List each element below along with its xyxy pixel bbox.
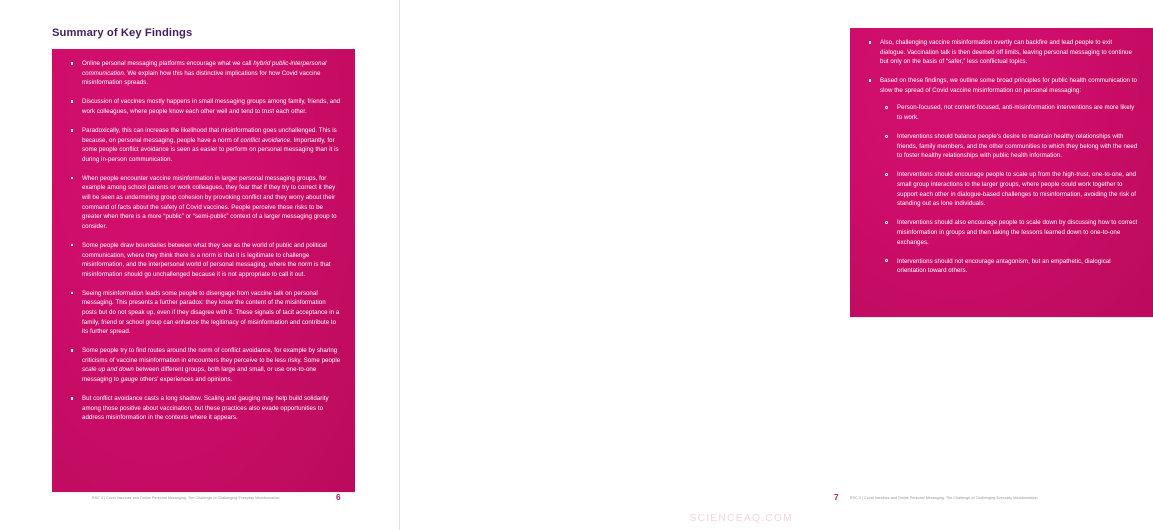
circle-bullet-icon	[885, 106, 888, 109]
sub-list-item-text: Interventions should not encourage antagonism, but an empathetic, dialogical orientation toward others.	[897, 257, 1111, 275]
circle-bullet-icon	[885, 259, 888, 262]
sub-list-item	[880, 218, 1139, 247]
body-text: Some people draw boundaries between what they see as the world of public and political communication, where they think there is a norm is that it is legitimate to challenge misinformation, and the interpersonal world of personal messaging, where the norm is that misinformation should go unchallenged because it is not appropriate to call it out.	[82, 241, 331, 278]
key-findings-list	[68, 59, 341, 423]
circle-bullet-icon	[885, 173, 888, 176]
list-item-text	[82, 394, 341, 423]
list-item-text	[82, 346, 341, 384]
principles-list	[866, 38, 1139, 276]
body-text: Seeing misinformation leads some people to disengage from vaccine talk on personal messaging. This presents a further paradox: they know the content of the misinformation posts but do not speak up, even if they disagree with it. These signals of tacit acceptance in a family, friend or school group can enhance the legitimacy of misinformation and contribute to its further spread.	[82, 289, 340, 336]
body-text: between different groups, both large and small, or use one-to-one messaging to	[82, 366, 317, 384]
list-item-text	[82, 97, 341, 116]
sub-list-item	[880, 132, 1139, 161]
page-title: Summary of Key Findings	[52, 27, 193, 39]
body-text: Online personal messaging platforms encourage what we call	[82, 60, 254, 67]
list-item	[68, 241, 341, 279]
list-item-text	[82, 126, 341, 164]
body-text: Based on these findings, we outline some broad principles for public health communication to slow the spread of Covid vaccine misinformation on personal messaging:	[880, 77, 1137, 94]
emphasis-text: hybrid public-interpersonal communication	[82, 60, 327, 77]
footer-citation: RSC 3 | Covid Vaccines and Online Personal Messaging: The Challenge of Challenging Everyday Misinformation	[92, 496, 280, 500]
body-text: Paradoxically, this can increase the likelihood that misinformation goes unchallenged. This is because, on personal messaging, people have a norm of	[82, 126, 337, 144]
sub-list-item-text: Person-focused, not content-focused, anti-misinformation interventions are more likely to work.	[897, 104, 1135, 122]
circle-bullet-icon	[885, 221, 888, 224]
body-text: . We explain how this has distinctive implications for how Covid vaccine misinformation spreads.	[82, 69, 321, 87]
list-item	[68, 289, 341, 337]
square-bullet-icon	[869, 79, 871, 81]
emphasis-text: conflict avoidance	[240, 136, 291, 144]
emphasis-text: scale up and down	[82, 366, 134, 374]
list-item	[866, 76, 1139, 276]
square-bullet-icon	[71, 177, 73, 179]
emphasis-text: gauge	[120, 376, 139, 384]
page-number-left: 6	[336, 493, 341, 502]
square-bullet-icon	[71, 292, 73, 294]
square-bullet-icon	[71, 129, 73, 131]
page-right	[400, 0, 1138, 530]
footer-citation: RSC 3 | Covid Vaccines and Online Personal Messaging: The Challenge of Challenging Everyday Misinformation	[850, 496, 1038, 500]
sub-list	[880, 103, 1139, 275]
list-item	[68, 97, 341, 116]
list-item	[68, 346, 341, 384]
list-item-text	[880, 38, 1139, 67]
body-text: others’ experiences and opinions.	[138, 376, 233, 384]
body-text: . Importantly, for some people conflict avoidance is seen as easier to perform on personal messaging than it is during in-person communication.	[82, 136, 339, 163]
circle-bullet-icon	[885, 135, 888, 138]
body-text: Also, challenging vaccine misinformation overtly can backfire and lead people to exit dialogue. Vaccination talk is then deemed off limits, leaving personal messaging to continue but only on the basis of “safer,” less conflictual topics.	[880, 39, 1132, 66]
list-item-text	[880, 76, 1139, 95]
sub-list-item-text: Interventions should balance people’s desire to maintain healthy relationships with friends, family members, and the other communities to which they belong with the need to foster healthy relationships with public health information.	[897, 133, 1138, 160]
list-item	[68, 126, 341, 164]
body-text: When people encounter vaccine misinformation in larger personal messaging groups, for example among school parents or work colleagues, they fear that if they try to correct it they will be seen as undermining group cohesion by provoking conflict and they worry about their command of facts about the safety of Covid vaccines. People perceive these risks to be greater when there is a more “public” or “semi-public” context of a larger messaging group to consider.	[82, 174, 337, 230]
page-left	[0, 0, 400, 530]
list-item-text	[82, 289, 341, 337]
square-bullet-icon	[71, 397, 73, 399]
principles-panel	[850, 28, 1153, 317]
sub-list-item-text: Interventions should also encourage people to scale down by discussing how to correct misinformation in groups and then taking the lessons learned down to one-to-one exchanges.	[897, 219, 1138, 246]
watermark: SCIENCEAQ.COM	[689, 512, 793, 524]
body-text: Discussion of vaccines mostly happens in small messaging groups among family, friends, and work colleagues, where people know each other well and tend to trust each other.	[82, 98, 341, 115]
list-item	[68, 394, 341, 423]
key-findings-panel	[52, 49, 355, 492]
list-item-text	[82, 174, 341, 232]
sub-list-item	[880, 257, 1139, 276]
list-item-text	[82, 241, 341, 279]
list-item	[68, 174, 341, 232]
list-item-text	[82, 59, 341, 88]
list-item	[866, 38, 1139, 67]
square-bullet-icon	[71, 244, 73, 246]
body-text: Some people try to find routes around the norm of conflict avoidance, for example by sharing criticisms of vaccine misinformation in encounters they perceive to be less risky. Some people	[82, 347, 341, 364]
square-bullet-icon	[71, 100, 73, 102]
footer-left	[0, 493, 399, 503]
sub-list-item	[880, 170, 1139, 208]
sub-list-item	[880, 103, 1139, 122]
square-bullet-icon	[71, 349, 73, 351]
sub-list-item-text: Interventions should encourage people to scale up from the high-trust, one-to-one, and small group interactions to the larger groups, where people could work together to support each other in dialogue-based challenges to misinformation, avoiding the risk of standing out as lone individuals.	[897, 171, 1137, 208]
footer-right	[400, 493, 1038, 503]
body-text: But conflict avoidance casts a long shadow. Scaling and gauging may help build solidarity among those positive about vaccination, but these practices also evade opportunities to address misinformation in the contexts where it appears.	[82, 395, 329, 422]
page-number-right: 7	[834, 493, 839, 502]
square-bullet-icon	[869, 41, 871, 43]
square-bullet-icon	[71, 62, 73, 64]
list-item	[68, 59, 341, 88]
